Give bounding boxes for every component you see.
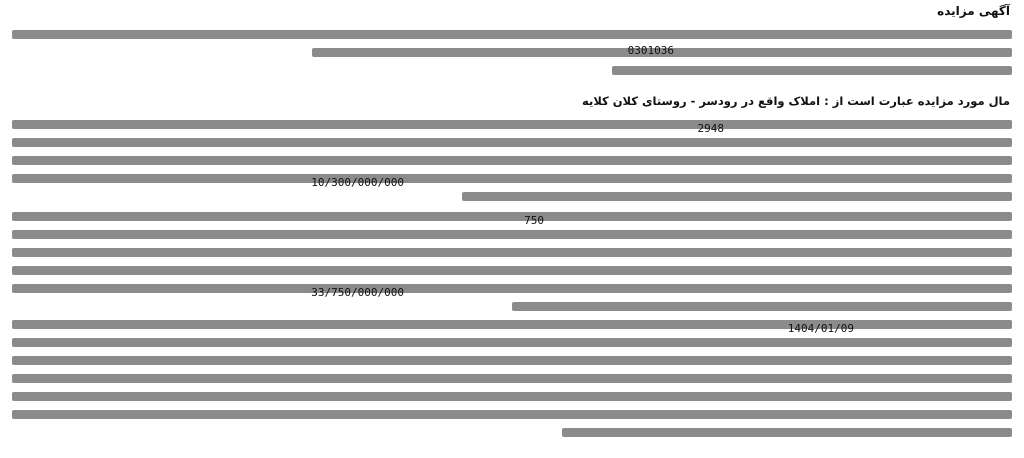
auction-date: 1404/01/09 [787, 322, 854, 335]
property-heading: مال مورد مزایده عبارت است از : املاک واقع در رودسر - روستای کلان کلایه [582, 94, 1010, 108]
item-1-paragraph [12, 120, 1012, 210]
notice-title: آگهی مزایده [937, 4, 1010, 18]
item-2-price: 33/750/000/000 [311, 286, 404, 299]
intro-paragraph [12, 30, 1012, 84]
item-1-price: 10/300/000/000 [311, 176, 404, 189]
conditions-paragraph [12, 320, 1012, 446]
case-number: 0301036 [627, 44, 674, 57]
item-1-area: 2948 [697, 122, 724, 135]
item-2-paragraph [12, 212, 1012, 320]
item-2-area: 750 [524, 214, 544, 227]
